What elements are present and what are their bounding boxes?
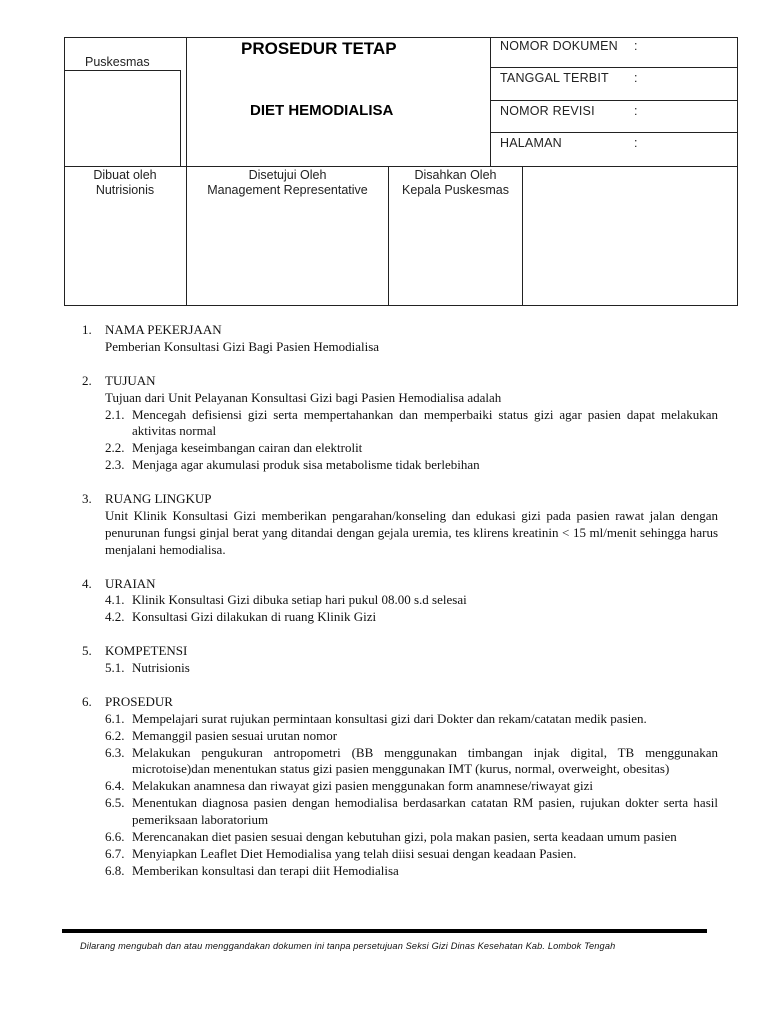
- section-title: PROSEDUR: [105, 693, 173, 709]
- list-item: [82, 407, 718, 441]
- list-item-number: 6.2.: [105, 727, 125, 743]
- procedure-body: [82, 322, 718, 880]
- footer-disclaimer: Dilarang mengubah dan atau menggandakan dokumen ini tanpa persetujuan Seksi Gizi Dinas Kesehatan Kab. Lombok Tengah: [80, 941, 616, 951]
- list-item-text: Konsultasi Gizi dilakukan di ruang Klinik Gizi: [132, 609, 377, 625]
- column-divider-meta: [490, 37, 491, 167]
- section-nama-pekerjaan: [82, 322, 718, 356]
- list-item-number: 6.7.: [105, 846, 125, 862]
- document-title: PROSEDUR TETAP: [241, 39, 397, 58]
- list-item: [82, 457, 718, 474]
- section-heading: [82, 322, 718, 339]
- section-uraian: [82, 576, 718, 627]
- list-item: [82, 711, 718, 728]
- section-kompetensi: [82, 643, 718, 677]
- double-rule-a: [180, 70, 181, 167]
- list-item-text: Merencanakan diet pasien sesuai dengan kebutuhan gizi, pola makan pasien, serta keadaan umum pasien: [132, 829, 677, 845]
- list-item-number: 2.3.: [105, 457, 125, 473]
- list-item: [82, 660, 718, 677]
- meta-colon: :: [634, 104, 638, 118]
- list-item-number: 4.1.: [105, 592, 125, 608]
- section-title: RUANG LINGKUP: [105, 491, 212, 507]
- section-number: 1.: [82, 322, 92, 337]
- signature-title: Management Representative: [207, 183, 368, 197]
- list-item-number: 6.1.: [105, 710, 125, 726]
- section-number: 6.: [82, 693, 92, 709]
- meta-colon: :: [634, 136, 638, 150]
- list-item: [82, 440, 718, 457]
- org-name: Puskesmas: [85, 55, 150, 69]
- list-item-text: Melakukan anamnesa dan riwayat gizi pasien menggunakan form anamnese/riwayat gizi: [132, 778, 593, 794]
- list-item: [82, 846, 718, 863]
- meta-label-nomor-dokumen: NOMOR DOKUMEN: [500, 39, 618, 53]
- section-ruang-lingkup: [82, 491, 718, 559]
- list-item-text: Menjaga agar akumulasi produk sisa metabolisme tidak berlebihan: [132, 457, 480, 473]
- document-subtitle: DIET HEMODIALISA: [250, 102, 394, 119]
- list-item: [82, 863, 718, 880]
- signature-dibuat: [64, 168, 186, 198]
- table-border-bottom: [64, 305, 737, 306]
- section-title: TUJUAN: [105, 372, 156, 388]
- signature-role: Disetujui Oleh: [248, 168, 327, 182]
- list-item-text: Melakukan pengukuran antropometri (BB menggunakan timbangan injak digital, TB menggunakan microtoise)dan menentukan status gizi pasien menggunakan IMT (kurus, normal, overweight, obesitas): [132, 744, 718, 777]
- section-number: 5.: [82, 643, 92, 659]
- signature-disahkan: [389, 168, 522, 198]
- list-item-text: Mencegah defisiensi gizi serta mempertahankan dan memperbaiki status gizi agar pasien dapat melakukan aktivitas normal: [132, 406, 718, 439]
- list-item-text: Nutrisionis: [132, 660, 190, 676]
- signature-title: Kepala Puskesmas: [401, 183, 509, 197]
- list-item-number: 2.2.: [105, 440, 125, 456]
- section-title: KOMPETENSI: [105, 643, 188, 659]
- list-item-text: Menyiapkan Leaflet Diet Hemodialisa yang telah diisi sesuai dengan keadaan Pasien.: [132, 846, 577, 862]
- divider-signatures: [64, 166, 737, 167]
- section-heading: [82, 643, 718, 660]
- section-heading: [82, 373, 718, 390]
- signature-role: Dibuat oleh: [93, 168, 157, 182]
- meta-colon: :: [634, 71, 638, 85]
- list-item-text: Menjaga keseimbangan cairan dan elektrolit: [132, 440, 363, 456]
- section-title: URAIAN: [105, 575, 156, 591]
- section-prosedur: [82, 694, 718, 880]
- section-title: NAMA PEKERJAAN: [105, 322, 222, 337]
- list-item: [82, 829, 718, 846]
- section-number: 3.: [82, 491, 92, 507]
- list-item: [82, 592, 718, 609]
- list-item-number: 4.2.: [105, 609, 125, 625]
- signature-role: Disahkan Oleh: [414, 168, 497, 182]
- section-number: 2.: [82, 372, 92, 388]
- meta-label-tanggal-terbit: TANGGAL TERBIT: [500, 71, 609, 85]
- divider-meta-2: [490, 100, 737, 101]
- footer-rule: [62, 929, 707, 933]
- section-tujuan: [82, 373, 718, 474]
- divider-meta-1: [490, 67, 737, 68]
- table-border-top: [64, 37, 737, 38]
- list-item-text: Memanggil pasien sesuai urutan nomor: [132, 727, 338, 743]
- list-item: [82, 745, 718, 779]
- list-item-number: 6.8.: [105, 862, 125, 878]
- meta-label-halaman: HALAMAN: [500, 136, 562, 150]
- section-heading: [82, 491, 718, 508]
- signature-title: Nutrisionis: [95, 183, 155, 197]
- table-border-right: [737, 37, 738, 306]
- section-paragraph: Unit Klinik Konsultasi Gizi memberikan pengarahan/konseling dan edukasi gizi pada pasien rawat jalan dengan penurunan fungsi ginjal berat yang ditandai dengan gejala uremia, tes klirens kreatinin < 15 ml/menit sehingga harus menjalani hemodialisa.: [105, 507, 718, 557]
- section-paragraph: Pemberian Konsultasi Gizi Bagi Pasien Hemodialisa: [105, 338, 380, 354]
- section-heading: [82, 576, 718, 593]
- list-item: [82, 728, 718, 745]
- list-item: [82, 778, 718, 795]
- column-divider-3: [522, 166, 523, 306]
- section-paragraph: Tujuan dari Unit Pelayanan Konsultasi Gizi bagi Pasien Hemodialisa adalah: [105, 389, 502, 405]
- list-item-text: Klinik Konsultasi Gizi dibuka setiap hari pukul 08.00 s.d selesai: [132, 592, 467, 608]
- signature-disetujui: [187, 168, 388, 198]
- list-item-text: Memberikan konsultasi dan terapi diit Hemodialisa: [132, 862, 399, 878]
- list-item-number: 6.6.: [105, 829, 125, 845]
- list-item-number: 2.1.: [105, 406, 125, 422]
- list-item: [82, 795, 718, 829]
- divider-org: [64, 70, 180, 71]
- list-item-number: 6.4.: [105, 778, 125, 794]
- section-heading: [82, 694, 718, 711]
- list-item-number: 6.5.: [105, 795, 125, 811]
- meta-label-nomor-revisi: NOMOR REVISI: [500, 104, 595, 118]
- list-item-number: 5.1.: [105, 660, 125, 676]
- divider-meta-3: [490, 132, 737, 133]
- section-number: 4.: [82, 575, 92, 591]
- list-item-text: Menentukan diagnosa pasien dengan hemodialisa berdasarkan catatan RM pasien, rujukan dokter serta hasil pemeriksaan laboratorium: [132, 795, 718, 828]
- list-item-number: 6.3.: [105, 744, 125, 760]
- list-item: [82, 609, 718, 626]
- list-item-text: Mempelajari surat rujukan permintaan konsultasi gizi dari Dokter dan rekam/catatan medik pasien.: [132, 710, 647, 726]
- meta-colon: :: [634, 39, 638, 53]
